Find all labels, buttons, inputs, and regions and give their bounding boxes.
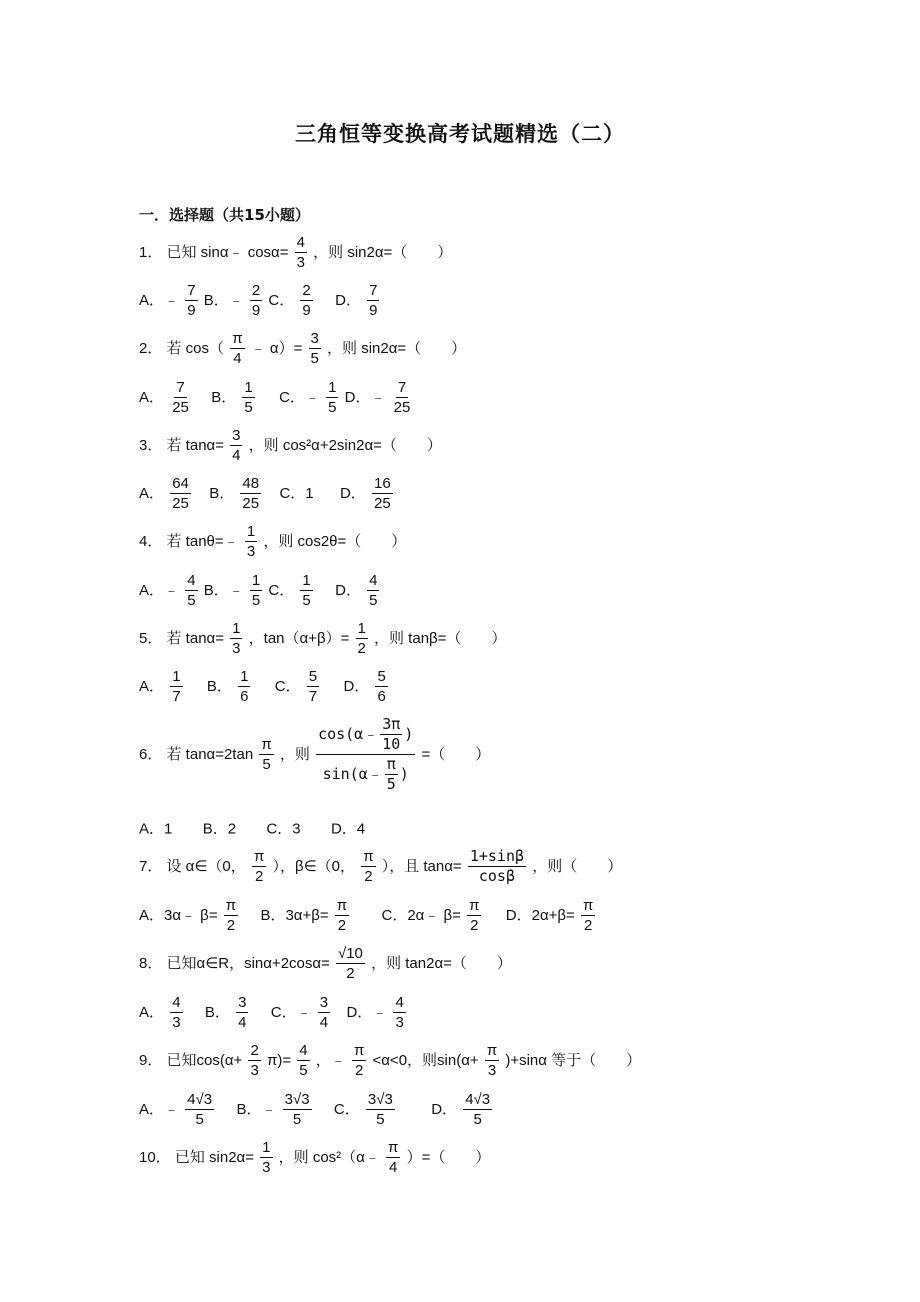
question-2 — [139, 331, 466, 366]
fraction: $\frac{\pi}{5}$ — [261, 736, 272, 773]
question-text: <α<0，则sin(α+ — [372, 1052, 479, 1069]
question-text: =（ ） — [421, 746, 491, 763]
question-text: ﹣ α）= — [250, 340, 303, 357]
options-2 — [139, 380, 414, 415]
question-10 — [139, 1140, 490, 1175]
fraction: $\frac{1}{3}$ — [246, 523, 256, 560]
question-text: ）=（ ） — [406, 1149, 491, 1166]
question-text: ，则 sin2α=（ ） — [327, 340, 467, 357]
option-b[interactable]: B．﹣ — [236, 1101, 277, 1118]
option-d[interactable]: D． — [335, 582, 361, 599]
option-a[interactable]: A． — [139, 678, 165, 695]
fraction: $\frac{48}{25}$ — [242, 475, 260, 512]
options-4 — [139, 573, 381, 608]
question-text: ），且 tanα= — [381, 858, 462, 875]
option-a[interactable]: A．﹣ — [139, 582, 180, 599]
option-b[interactable]: B．2 — [202, 820, 237, 838]
question-7 — [139, 849, 622, 884]
fraction: $\frac{5}{6}$ — [377, 668, 386, 705]
fraction: $\frac{\pi}{2}$ — [336, 897, 348, 934]
fraction: $\frac{\pi}{2}$ — [363, 848, 374, 885]
question-text: ，则 sin2α=（ ） — [313, 244, 453, 261]
option-b[interactable]: B． — [209, 485, 235, 502]
options-7 — [139, 898, 597, 933]
fraction: $\frac{\pi}{2}$ — [469, 897, 480, 934]
fraction: $\frac{2}{9}$ — [251, 282, 261, 319]
options-1 — [139, 283, 381, 318]
question-number: 7． — [139, 858, 163, 875]
fraction: $\frac{4√3}{5}$ — [187, 1091, 213, 1128]
option-d[interactable]: D．4 — [330, 820, 366, 838]
option-c[interactable]: C．﹣ — [270, 1004, 312, 1021]
question-6 — [139, 717, 490, 792]
compound-fraction: cos(α﹣ $\frac{3\pi}{10}$ ) sin(α﹣ $\frac{\pi}{5}$ ) — [318, 715, 414, 793]
question-1 — [139, 235, 452, 270]
option-a[interactable]: A．﹣ — [139, 1101, 180, 1118]
option-d[interactable]: D．2α+β= — [505, 907, 575, 924]
fraction: $\frac{4}{5}$ — [369, 572, 378, 609]
fraction: $\frac{3}{4}$ — [319, 994, 329, 1031]
option-c[interactable]: C．2α﹣ β= — [381, 907, 461, 924]
fraction: $\frac{3√3}{5}$ — [367, 1091, 393, 1128]
question-5 — [139, 621, 506, 656]
option-d[interactable]: D． — [343, 678, 370, 695]
fraction: $\frac{1}{3}$ — [262, 1139, 271, 1176]
question-9 — [139, 1043, 641, 1078]
section-heading: 一．选择题（共15小题） — [139, 206, 310, 224]
options-9 — [139, 1092, 494, 1127]
question-number: 6． — [139, 746, 163, 763]
fraction: $\frac{√10}{2}$ — [337, 945, 363, 982]
question-text: π)= — [266, 1052, 292, 1069]
fraction: $\frac{\pi}{4}$ — [388, 1139, 399, 1176]
fraction: $\frac{3}{4}$ — [238, 994, 247, 1031]
fraction: $\frac{7}{25}$ — [393, 379, 411, 416]
fraction: $\frac{\pi}{4}$ — [232, 330, 243, 367]
option-b[interactable]: B． — [211, 389, 237, 406]
question-text: 若 tanθ=﹣ — [166, 533, 239, 550]
question-text: ，则 tan2α=（ ） — [371, 955, 512, 972]
question-text: 设 α∈（0， — [166, 858, 246, 875]
fraction: $\frac{1}{6}$ — [240, 668, 249, 705]
question-text: 若 tanα= — [166, 437, 224, 454]
question-text: ，则 cos2θ=（ ） — [263, 533, 407, 550]
fraction: $\frac{3}{4}$ — [232, 427, 241, 464]
fraction: $\frac{\pi}{2}$ — [582, 897, 594, 934]
question-text: ，则 tanβ=（ ） — [374, 630, 507, 647]
fraction: $\frac{2}{9}$ — [302, 282, 311, 319]
fraction: $\frac{1}{5}$ — [328, 379, 337, 416]
fraction: $\frac{\pi}{3}$ — [486, 1042, 498, 1079]
fraction: $\frac{2}{3}$ — [250, 1042, 259, 1079]
fraction: $\frac{4}{5}$ — [299, 1042, 308, 1079]
question-number: 10． — [139, 1149, 171, 1166]
question-number: 8． — [139, 955, 163, 972]
option-a[interactable]: A．﹣ — [139, 292, 180, 309]
option-b[interactable]: B． — [206, 678, 232, 695]
option-d[interactable]: D．﹣ — [344, 389, 386, 406]
option-c[interactable]: C． — [274, 678, 301, 695]
question-text: 已知 sinα﹣ cosα= — [166, 244, 289, 261]
option-a[interactable]: A． — [139, 389, 165, 406]
question-text: ，则 cos²（α﹣ — [278, 1149, 380, 1166]
question-text: ，tan（α+β）= — [248, 630, 350, 647]
question-8 — [139, 946, 512, 981]
question-text: ，则（ ） — [532, 858, 623, 875]
question-text: )+sinα 等于（ ） — [505, 1052, 642, 1069]
fraction: $\frac{7}{25}$ — [172, 379, 189, 416]
question-text: 若 tanα= — [166, 630, 224, 647]
options-5 — [139, 669, 390, 704]
option-a[interactable]: A．1 — [139, 820, 173, 838]
question-3 — [139, 428, 442, 463]
fraction: $\frac{7}{9}$ — [187, 282, 196, 319]
option-d[interactable]: D．﹣ — [346, 1004, 388, 1021]
option-c[interactable]: C． — [268, 582, 295, 599]
option-c[interactable]: C．﹣ — [279, 389, 320, 406]
fraction: $\frac{\pi}{2}$ — [353, 1042, 365, 1079]
fraction: $\frac{16}{25}$ — [373, 475, 391, 512]
option-a[interactable]: A．3α﹣ β= — [139, 907, 218, 924]
option-d[interactable]: D． — [339, 485, 366, 502]
fraction: $\frac{4}{3}$ — [172, 994, 181, 1031]
question-number: 4． — [139, 533, 163, 550]
question-number: 2． — [139, 340, 163, 357]
options-3 — [139, 476, 395, 511]
fraction: $\frac{1}{7}$ — [172, 668, 181, 705]
fraction: $\frac{1}{5}$ — [244, 379, 253, 416]
fraction: $\frac{3√3}{5}$ — [284, 1091, 310, 1128]
question-number: 1． — [139, 244, 163, 261]
question-text: 已知cos(α+ — [166, 1052, 243, 1069]
fraction: $\frac{4√3}{5}$ — [465, 1091, 491, 1128]
question-number: 3． — [139, 437, 163, 454]
question-text: 已知α∈R，sinα+2cosα= — [166, 955, 330, 972]
fraction: $\frac{7}{9}$ — [369, 282, 378, 319]
option-c[interactable]: C．3 — [266, 820, 301, 838]
question-number: 9． — [139, 1052, 163, 1069]
option-c[interactable]: C． — [268, 292, 295, 309]
fraction: $\frac{4}{5}$ — [187, 572, 196, 609]
fraction: $\frac{64}{25}$ — [172, 475, 189, 512]
question-number: 5． — [139, 630, 163, 647]
option-b[interactable]: B．﹣ — [203, 292, 244, 309]
options-8 — [139, 995, 408, 1030]
question-text: ），β∈（0， — [272, 858, 356, 875]
question-text: 已知 sin2α= — [174, 1149, 254, 1166]
option-c[interactable]: C． — [333, 1101, 360, 1118]
option-d[interactable]: D． — [431, 1101, 458, 1118]
question-text: ，则 — [279, 746, 310, 763]
fraction: $\frac{\pi}{2}$ — [253, 848, 265, 885]
fraction: $\frac{\pi}{2}$ — [225, 897, 237, 934]
options-6 — [139, 821, 365, 837]
fraction: $\frac{4}{3}$ — [395, 994, 404, 1031]
fraction: $\frac{5}{7}$ — [308, 668, 318, 705]
fraction: $\frac{1}{5}$ — [302, 572, 311, 609]
fraction: $\frac{3}{5}$ — [310, 330, 319, 367]
fraction: $\frac{1}{2}$ — [357, 620, 366, 657]
fraction: $\frac{4}{3}$ — [296, 234, 305, 271]
option-b[interactable]: B． — [204, 1004, 230, 1021]
question-4 — [139, 524, 406, 559]
page-title: 三角恒等变换高考试题精选（二） — [295, 122, 625, 146]
question-text: ，﹣ — [315, 1052, 346, 1069]
question-text: 若 cos（ — [166, 340, 225, 357]
option-c[interactable]: C．1 — [279, 485, 314, 502]
option-a[interactable]: A． — [139, 1004, 165, 1021]
question-text: ，则 cos²α+2sin2α=（ ） — [248, 437, 442, 454]
fraction: $\frac{1+\sin\beta}{\cos\beta}$ — [469, 847, 525, 885]
option-b[interactable]: B．3α+β= — [260, 907, 329, 924]
option-b[interactable]: B．﹣ — [203, 582, 244, 599]
question-text: 若 tanα=2tan — [166, 746, 254, 763]
fraction: $\frac{1}{3}$ — [232, 620, 241, 657]
option-d[interactable]: D． — [335, 292, 361, 309]
fraction: $\frac{1}{5}$ — [251, 572, 261, 609]
option-a[interactable]: A． — [139, 485, 165, 502]
